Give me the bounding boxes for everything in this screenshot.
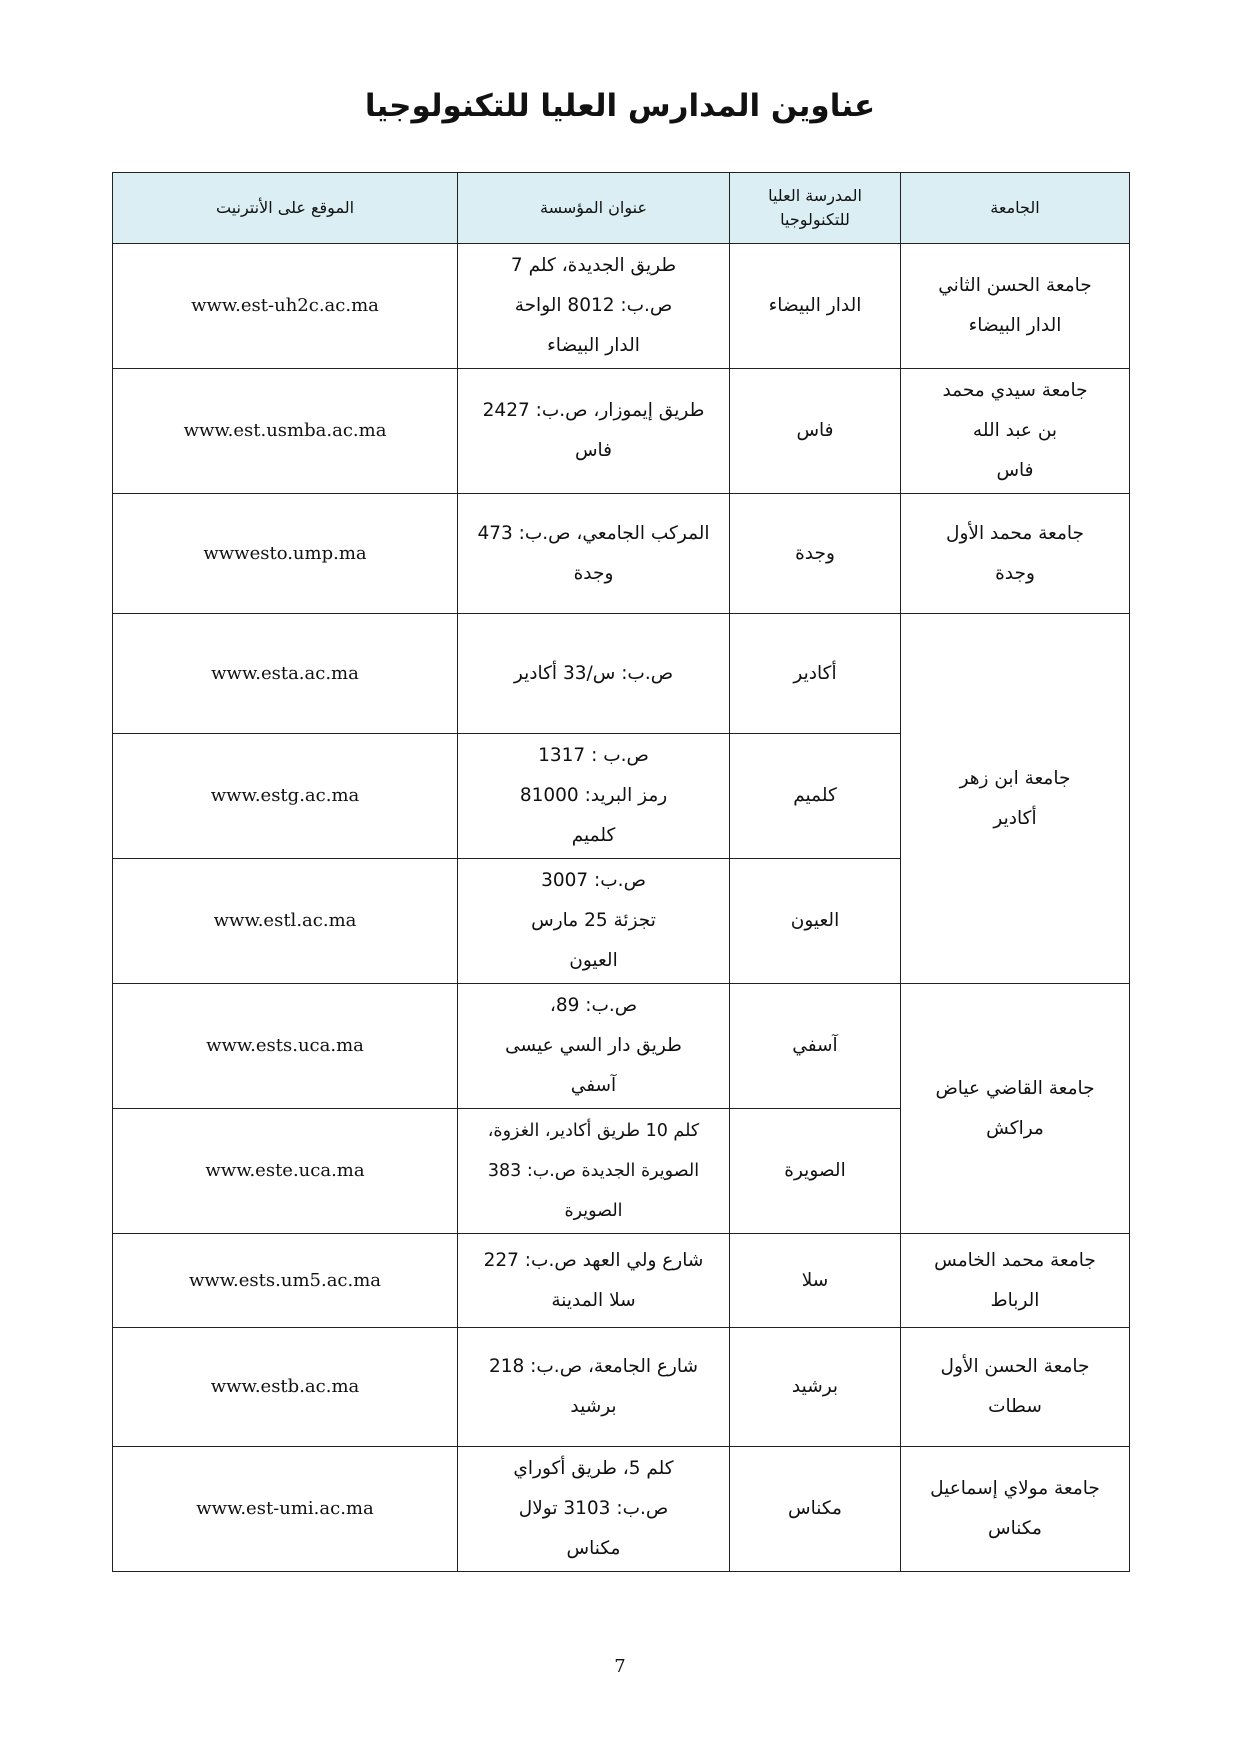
cell-university: جامعة الحسن الثاني الدار البيضاء [901,244,1130,369]
cell-school: العيون [730,859,901,984]
cell-website: www.estg.ac.ma [113,734,458,859]
cell-address: طريق الجديدة، كلم 7 ص.ب: 8012 الواحة الدار البيضاء [458,244,730,369]
table-row [113,494,1130,614]
cell-school: برشيد [730,1328,901,1447]
cell-university: جامعة الحسن الأول سطات [901,1328,1130,1447]
cell-address: ص.ب: 89، طريق دار السي عيسى آسفي [458,984,730,1109]
cell-university: جامعة ابن زهر أكادير [901,614,1130,984]
cell-university: جامعة محمد الخامس الرباط [901,1234,1130,1328]
header-university: الجامعة [901,173,1130,244]
cell-school: فاس [730,369,901,494]
cell-address: شارع ولي العهد ص.ب: 227 سلا المدينة [458,1234,730,1328]
cell-address: ص.ب : 1317 رمز البريد: 81000 كلميم [458,734,730,859]
cell-university: جامعة سيدي محمد بن عبد الله فاس [901,369,1130,494]
table-row [113,984,1130,1109]
cell-university: جامعة محمد الأول وجدة [901,494,1130,614]
cell-website: www.ests.um5.ac.ma [113,1234,458,1328]
cell-university: جامعة مولاي إسماعيل مكناس [901,1447,1130,1572]
header-address: عنوان المؤسسة [458,173,730,244]
cell-address: طريق إيموزار، ص.ب: 2427 فاس [458,369,730,494]
cell-website: www.est-uh2c.ac.ma [113,244,458,369]
cell-university: جامعة القاضي عياض مراكش [901,984,1130,1234]
cell-website: www.esta.ac.ma [113,614,458,734]
cell-website: www.ests.uca.ma [113,984,458,1109]
table-row [113,1447,1130,1572]
table-row [113,1328,1130,1447]
table-row [113,614,1130,734]
page-title: عناوين المدارس العليا للتكنولوجيا [364,88,876,124]
cell-school: أكادير [730,614,901,734]
cell-school: وجدة [730,494,901,614]
cell-website: www.est.usmba.ac.ma [113,369,458,494]
cell-school: سلا [730,1234,901,1328]
cell-website: www.este.uca.ma [113,1109,458,1234]
table-row [113,1234,1130,1328]
table-row [113,244,1130,369]
cell-address: كلم 10 طريق أكادير، الغزوة، الصويرة الجديدة ص.ب: 383 الصويرة [458,1109,730,1234]
cell-address: ص.ب: س/33 أكادير [458,614,730,734]
cell-school: كلميم [730,734,901,859]
cell-website: wwwesto.ump.ma [113,494,458,614]
cell-school: مكناس [730,1447,901,1572]
cell-address: شارع الجامعة، ص.ب: 218 برشيد [458,1328,730,1447]
cell-school: الصويرة [730,1109,901,1234]
cell-address: ص.ب: 3007 تجزئة 25 مارس العيون [458,859,730,984]
cell-address: كلم 5، طريق أكوراي ص.ب: 3103 تولال مكناس [458,1447,730,1572]
header-school: المدرسة العليا للتكنولوجيا [730,173,901,244]
cell-website: www.estb.ac.ma [113,1328,458,1447]
page-number: 7 [614,1656,626,1677]
schools-table [112,172,1130,1572]
cell-school: الدار البيضاء [730,244,901,369]
cell-website: www.est-umi.ac.ma [113,1447,458,1572]
cell-school: آسفي [730,984,901,1109]
table-row [113,369,1130,494]
cell-address: المركب الجامعي، ص.ب: 473 وجدة [458,494,730,614]
header-website: الموقع على الأنترنيت [113,173,458,244]
cell-website: www.estl.ac.ma [113,859,458,984]
table-header-row [113,173,1130,244]
